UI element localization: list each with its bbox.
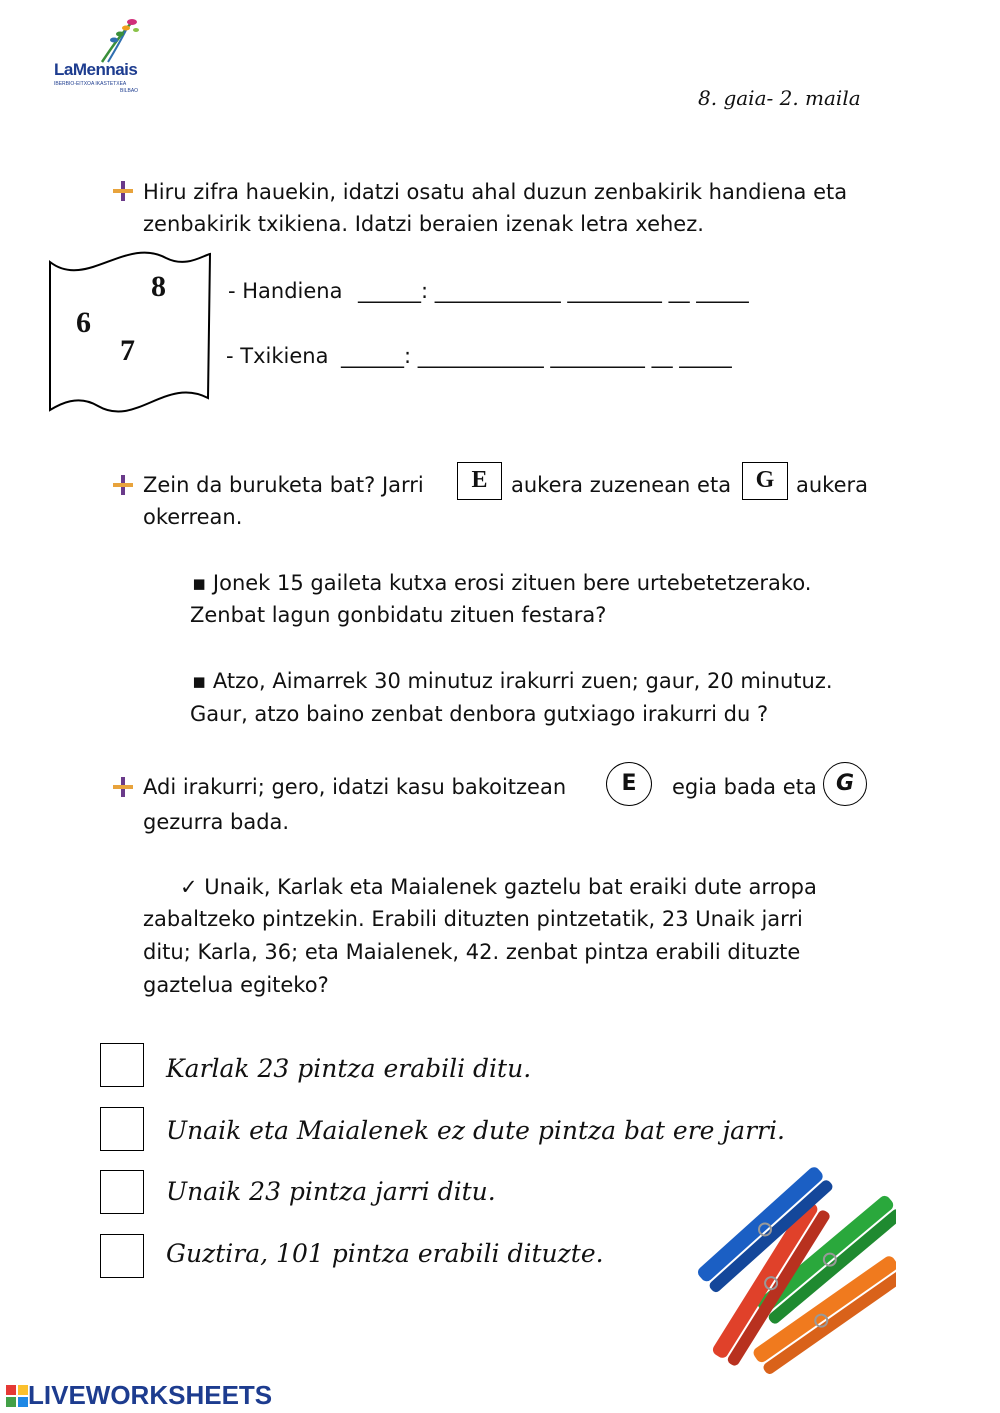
school-logo xyxy=(48,16,158,98)
problem-item-1-line2: Zenbat lagun gonbidatu zituen festara? xyxy=(190,603,607,627)
q3-instruction-b: egia bada eta xyxy=(672,775,817,799)
plus-bullet-icon xyxy=(112,776,134,798)
logo-text: LaMennais xyxy=(54,60,138,79)
smallest-label: - Txikiena xyxy=(226,344,329,368)
answer-checkbox-3[interactable] xyxy=(100,1170,144,1214)
problem-item-1: ▪ Jonek 15 gaileta kutxa erosi zituen bere urtebetetzerako. xyxy=(192,571,812,595)
false-mark-circle: G xyxy=(823,762,867,806)
q1-instruction-line2: zenbakirik txikiena. Idatzi beraien izenak letra xehez. xyxy=(143,212,704,236)
statement-2: Unaik eta Maialenek ez dute pintza bat ere jarri. xyxy=(166,1116,785,1145)
plus-bullet-icon xyxy=(112,474,134,496)
statement-3: Unaik 23 pintza jarri ditu. xyxy=(166,1177,496,1206)
liveworksheets-logo-icon xyxy=(6,1385,28,1407)
brand-prefix: LIVE xyxy=(28,1380,86,1410)
wheat-icon xyxy=(92,16,142,64)
q2-instruction-a: Zein da buruketa bat? Jarri xyxy=(143,473,424,497)
q3-instruction-line2: gezurra bada. xyxy=(143,810,290,834)
largest-answer-field[interactable]: ______: ____________ _________ __ _____ xyxy=(358,279,749,303)
false-mark-box: G xyxy=(742,462,788,500)
story-line-2: zabaltzeko pintzekin. Erabili dituzten pintzetatik, 23 Unaik jarri xyxy=(143,907,803,931)
logo-subtitle-city: BILBAO xyxy=(120,88,139,94)
logo-subtitle: IBERBIO-EITXOA IKASTETXEA xyxy=(54,81,127,87)
problem-item-2: ▪ Atzo, Aimarrek 30 minutuz irakurri zuen; gaur, 20 minutuz. xyxy=(192,669,833,693)
answer-checkbox-2[interactable] xyxy=(100,1107,144,1151)
story-line-3: ditu; Karla, 36; eta Maialenek, 42. zenbat pintza erabili dituzte xyxy=(143,940,801,964)
unit-label: 8. gaia- 2. maila xyxy=(698,86,861,110)
statement-4: Guztira, 101 pintza erabili dituzte. xyxy=(166,1239,604,1268)
story-line-4: gaztelua egiteko? xyxy=(143,973,329,997)
clothespins-illustration xyxy=(676,1160,896,1390)
largest-label: - Handiena xyxy=(228,279,343,303)
q2-instruction-line2: okerrean. xyxy=(143,505,243,529)
story-line-1: ✓ Unaik, Karlak eta Maialenek gaztelu bat eraiki dute arropa xyxy=(180,875,817,899)
q1-instruction-line1: Hiru zifra hauekin, idatzi osatu ahal duzun zenbakirik handiena eta xyxy=(143,180,848,204)
true-mark-circle: E xyxy=(606,762,652,806)
q2-instruction-c: aukera xyxy=(796,473,869,497)
problem-item-2-line2: Gaur, atzo baino zenbat denbora gutxiago irakurri du ? xyxy=(190,702,769,726)
brand-suffix: WORKSHEETS xyxy=(85,1380,273,1410)
true-mark-box: E xyxy=(457,462,502,500)
plus-bullet-icon xyxy=(112,180,134,202)
digit-card-6: 6 xyxy=(76,306,91,339)
paper-scroll-card xyxy=(46,250,214,416)
statement-1: Karlak 23 pintza erabili ditu. xyxy=(166,1054,532,1083)
liveworksheets-brand xyxy=(6,1380,272,1410)
smallest-answer-field[interactable]: ______: ____________ _________ __ _____ xyxy=(341,344,732,368)
q2-instruction-b: aukera zuzenean eta xyxy=(511,473,732,497)
q3-instruction-a: Adi irakurri; gero, idatzi kasu bakoitzean xyxy=(143,775,567,799)
answer-checkbox-1[interactable] xyxy=(100,1043,144,1087)
digit-card-8: 8 xyxy=(151,270,166,303)
answer-checkbox-4[interactable] xyxy=(100,1234,144,1278)
digit-card-7: 7 xyxy=(120,334,135,367)
